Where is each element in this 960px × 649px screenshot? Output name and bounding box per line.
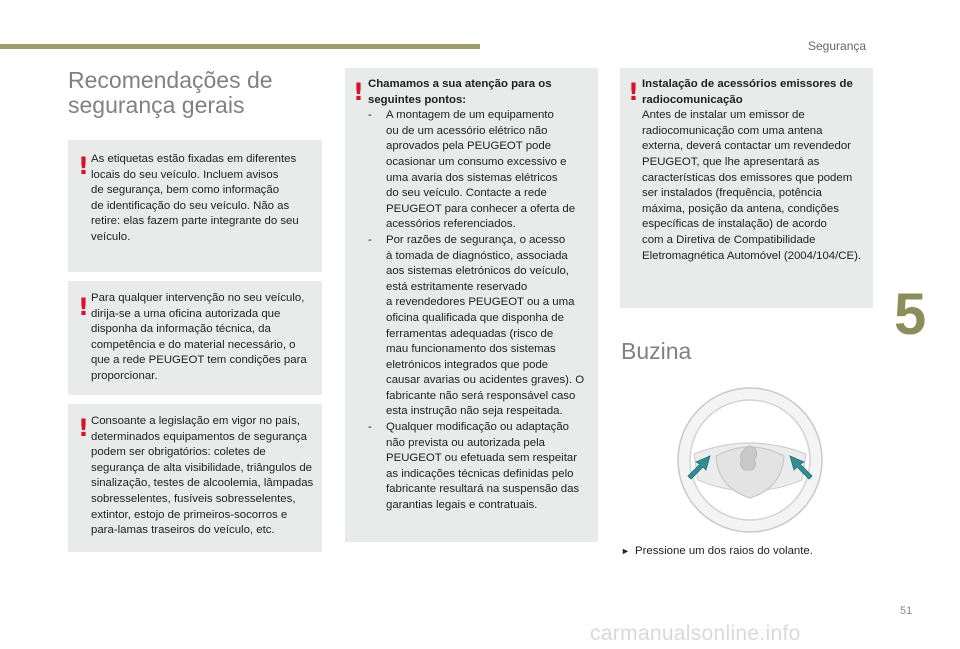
info-box-intervention: [68, 281, 322, 395]
text-line: ou de um acessório elétrico não: [386, 124, 548, 137]
text-line: radiocomunicação com uma antena: [642, 124, 823, 137]
text-line: garantias legais e contratuais.: [386, 499, 538, 512]
text-line: competência e do material necessário, o: [91, 338, 296, 351]
text-line: acessórios referenciados.: [386, 218, 516, 231]
attention-title: [368, 77, 593, 108]
text-line: A montagem de um equipamento: [386, 109, 554, 122]
text-line: que a rede PEUGEOT tem condições para: [91, 354, 307, 367]
text-line: mau funcionamento dos sistemas: [386, 343, 556, 356]
text-line: Instalação de acessórios emissores de: [642, 78, 853, 90]
text-line: ocasionar um consumo excessivo e: [386, 155, 567, 168]
text-line: específicas de instalação) de acordo: [642, 218, 827, 231]
text-line: Eletromagnética Automóvel (2004/104/CE).: [642, 249, 862, 262]
list-dash: -: [368, 421, 372, 434]
text-line: seguintes pontos:: [368, 93, 467, 106]
text-line: fabricante resultará na suspensão das: [386, 483, 580, 496]
text-line: ferramentas adequadas (risco de: [386, 327, 554, 340]
text-line: Consoante a legislação em vigor no país,: [91, 415, 300, 427]
watermark: carmanualsonline.info: [590, 622, 801, 645]
text-line: fabricante não será responsável caso: [386, 389, 576, 402]
list-item: [368, 420, 593, 514]
text-line: sinalização, testes de alcoolemia, lâmpadas: [91, 477, 314, 490]
text-line: locais do seu veículo. Incluem avisos: [91, 168, 279, 181]
info-box-attention: [345, 68, 598, 542]
text-line: à tomada de diagnóstico, associada: [386, 249, 568, 262]
text-line: extintor, estojo de primeiros-socorros e: [91, 508, 288, 521]
text-line: Por razões de segurança, o acesso: [386, 233, 566, 246]
text-line: de segurança, bem como informação: [91, 184, 280, 197]
text-line: segurança de alta visibilidade, triângulos de: [91, 461, 312, 474]
text-line: está estritamente reservado: [386, 280, 528, 293]
horn-instruction: [621, 545, 813, 557]
info-box-legislation: [68, 404, 322, 552]
text-line: a revendedores PEUGEOT ou a uma: [386, 296, 575, 309]
list-dash: -: [368, 233, 372, 246]
page-title: [68, 68, 328, 118]
horn-instruction-text: Pressione um dos raios do volante.: [635, 545, 813, 557]
text-line: eletrónicos integrados que pode: [386, 358, 549, 371]
steering-wheel-illustration: [666, 384, 834, 534]
page-number: 51: [900, 605, 913, 617]
text-line: externa, deverá contactar um revendedor: [642, 140, 851, 153]
section-color-bar: [0, 44, 480, 49]
text-line: esta instrução não seja respeitada.: [386, 405, 563, 418]
text-line: As etiquetas estão fixadas em diferentes: [91, 153, 297, 165]
text-line: sobresselentes, fusíveis sobresselentes,: [91, 492, 296, 505]
legislation-text: [91, 414, 313, 539]
text-line: uma avaria dos sistemas elétricos: [386, 171, 558, 184]
radio-text: [642, 77, 870, 264]
text-line: características dos emissores que podem: [642, 171, 853, 184]
text-line: não prevista ou autorizada pela: [386, 436, 545, 449]
text-line: oficina qualificada que disponha de: [386, 311, 564, 324]
section-label: Segurança: [808, 39, 867, 53]
text-line: podem ser obrigatórios: coletes de: [91, 446, 266, 459]
text-line: as indicações técnicas definidas pelo: [386, 467, 574, 480]
warning-icon: !: [78, 152, 89, 180]
text-line: retire: elas fazem parte integrante do seu: [91, 215, 299, 228]
text-line: causar avarias ou acidentes graves). O: [386, 374, 585, 387]
list-item: [368, 108, 593, 233]
text-line: radiocomunicação: [642, 93, 743, 106]
text-line: com a Diretiva de Compatibilidade: [642, 233, 816, 246]
attention-text: [368, 77, 593, 514]
text-line: aprovados pela PEUGEOT pode: [386, 140, 552, 153]
text-line: do seu veículo. Contacte a rede: [386, 187, 547, 200]
text-line: Para qualquer intervenção no seu veículo,: [91, 292, 305, 304]
text-line: PEUGEOT para conhecer a oferta de: [386, 202, 576, 215]
text-line: Antes de instalar um emissor de: [642, 109, 805, 122]
horn-heading: Buzina: [621, 338, 692, 364]
text-line: Qualquer modificação ou adaptação: [386, 421, 570, 434]
list-item: [368, 233, 593, 420]
attention-list: [368, 108, 593, 513]
text-line: ser instalados (frequência, potência: [642, 187, 822, 200]
text-line: dirija-se a uma oficina autorizada que: [91, 307, 281, 320]
text-line: proporcionar.: [91, 369, 158, 382]
info-box-labels: [68, 140, 322, 272]
text-line: aos sistemas eletrónicos do veículo,: [386, 265, 569, 278]
text-line: para-lamas traseiros do veículo, etc.: [91, 524, 275, 537]
instruction-arrow-icon: ►: [621, 546, 630, 556]
text-line: de identificação do seu veículo. Não as: [91, 199, 290, 212]
warning-icon: !: [628, 78, 639, 106]
page-title-line1: Recomendações de: [68, 67, 273, 93]
warning-icon: !: [353, 78, 364, 106]
chapter-number: 5: [894, 282, 927, 347]
text-line: PEUGEOT, que lhe apresentará as: [642, 155, 820, 168]
text-line: Chamamos a sua atenção para os: [368, 78, 552, 90]
labels-text: [91, 152, 299, 246]
radio-title: [642, 77, 870, 108]
text-line: máxima, posição da antena, condições: [642, 202, 839, 215]
intervention-text: [91, 291, 307, 385]
list-dash: -: [368, 109, 372, 122]
info-box-radio: [620, 68, 873, 308]
page-title-line2: segurança gerais: [68, 92, 245, 118]
warning-icon: !: [78, 414, 89, 442]
text-line: PEUGEOT ou efetuada sem respeitar: [386, 452, 577, 465]
warning-icon: !: [78, 293, 89, 321]
text-line: determinados equipamentos de segurança: [91, 430, 307, 443]
text-line: disponha da informação técnica, da: [91, 323, 271, 336]
text-line: veículo.: [91, 230, 131, 243]
